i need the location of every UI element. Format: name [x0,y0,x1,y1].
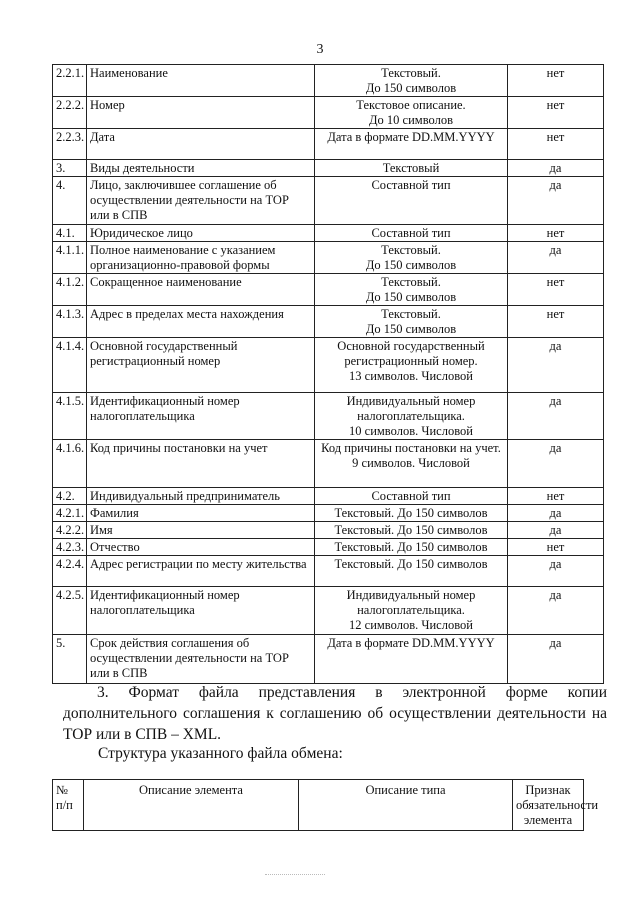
required-flag: нет [508,225,604,242]
type-description: Текстовый. До 150 символов [315,522,508,539]
required-flag: да [508,522,604,539]
table-row [53,242,604,274]
required-flag: нет [508,306,604,338]
element-name: Лицо, заключившее соглашение об осуществлении деятельности на ТОР или в СПВ [87,177,315,225]
table-row [53,393,604,440]
row-number: 4. [53,177,87,225]
required-flag: нет [508,488,604,505]
element-name: Адрес регистрации по месту жительства [87,556,315,587]
footer-mark [265,874,325,878]
required-flag: нет [508,65,604,97]
table-row [53,274,604,306]
table-row [53,306,604,338]
element-name: Код причины постановки на учет [87,440,315,488]
type-description: Текстовый. До 150 символов [315,274,508,306]
type-description: Текстовый. До 150 символов [315,539,508,556]
type-description: Текстовый. До 150 символов [315,505,508,522]
type-description: Код причины постановки на учет. 9 символов. Числовой [315,440,508,488]
row-number: 2.2.3. [53,129,87,160]
row-number: 4.1. [53,225,87,242]
element-name: Идентификационный номер налогоплательщика [87,587,315,635]
elements-table-body [53,65,604,684]
element-name: Сокращенное наименование [87,274,315,306]
required-flag: нет [508,274,604,306]
row-number: 4.2.2. [53,522,87,539]
type-description: Дата в формате DD.MM.YYYY [315,635,508,684]
type-description: Текстовое описание. До 10 символов [315,97,508,129]
type-description: Индивидуальный номер налогоплательщика. 10 символов. Числовой [315,393,508,440]
structure-title: Структура указанного файла обмена: [98,745,343,762]
table-row [53,635,604,684]
row-number: 5. [53,635,87,684]
column-required-header: Признак обязательности элемента [513,780,584,831]
column-number-header: № п/п [53,780,84,831]
table-row [53,225,604,242]
element-name: Наименование [87,65,315,97]
type-description: Текстовый. До 150 символов [315,306,508,338]
table-row [53,97,604,129]
elements-table [52,64,604,684]
table-row [53,177,604,225]
row-number: 4.1.3. [53,306,87,338]
required-flag: да [508,338,604,393]
element-name: Основной государственный регистрационный номер [87,338,315,393]
table-row [53,587,604,635]
row-number: 4.1.2. [53,274,87,306]
element-name: Идентификационный номер налогоплательщика [87,393,315,440]
element-name: Фамилия [87,505,315,522]
column-type-header: Описание типа [299,780,513,831]
type-description: Основной государственный регистрационный номер. 13 символов. Числовой [315,338,508,393]
required-flag: да [508,393,604,440]
table-row [53,539,604,556]
row-number: 4.2.3. [53,539,87,556]
element-name: Отчество [87,539,315,556]
row-number: 4.2.1. [53,505,87,522]
element-name: Индивидуальный предприниматель [87,488,315,505]
row-number: 4.1.4. [53,338,87,393]
table-row [53,338,604,393]
type-description: Дата в формате DD.MM.YYYY [315,129,508,160]
required-flag: да [508,440,604,488]
element-name: Виды деятельности [87,160,315,177]
type-description: Составной тип [315,177,508,225]
type-description: Текстовый. До 150 символов [315,556,508,587]
row-number: 4.1.1. [53,242,87,274]
type-description: Текстовый [315,160,508,177]
element-name: Дата [87,129,315,160]
required-flag: да [508,505,604,522]
table-row [53,160,604,177]
table-row [53,522,604,539]
row-number: 4.1.5. [53,393,87,440]
element-name: Юридическое лицо [87,225,315,242]
row-number: 4.1.6. [53,440,87,488]
structure-table-header-row [53,780,584,831]
row-number: 3. [53,160,87,177]
required-flag: да [508,177,604,225]
element-name: Имя [87,522,315,539]
type-description: Составной тип [315,488,508,505]
type-description: Составной тип [315,225,508,242]
row-number: 2.2.2. [53,97,87,129]
row-number: 4.2. [53,488,87,505]
element-name: Номер [87,97,315,129]
format-paragraph: 3. Формат файла представления в электронной форме копии дополнительного соглашения к соглашению об осуществлении деятельности на ТОР или в СПВ – XML. [63,684,607,743]
table-row [53,488,604,505]
table-row [53,65,604,97]
type-description: Текстовый. До 150 символов [315,65,508,97]
required-flag: да [508,587,604,635]
table-row [53,505,604,522]
row-number: 4.2.5. [53,587,87,635]
required-flag: нет [508,97,604,129]
required-flag: да [508,160,604,177]
required-flag: нет [508,539,604,556]
column-description-header: Описание элемента [84,780,299,831]
required-flag: да [508,556,604,587]
row-number: 4.2.4. [53,556,87,587]
element-name: Срок действия соглашения об осуществлении деятельности на ТОР или в СПВ [87,635,315,684]
required-flag: да [508,242,604,274]
table-row [53,556,604,587]
type-description: Индивидуальный номер налогоплательщика. 12 символов. Числовой [315,587,508,635]
required-flag: нет [508,129,604,160]
row-number: 2.2.1. [53,65,87,97]
required-flag: да [508,635,604,684]
page-number: 3 [316,42,324,57]
element-name: Полное наименование с указанием организационно-правовой формы [87,242,315,274]
type-description: Текстовый. До 150 символов [315,242,508,274]
table-row [53,440,604,488]
table-row [53,129,604,160]
element-name: Адрес в пределах места нахождения [87,306,315,338]
structure-table [52,779,599,831]
